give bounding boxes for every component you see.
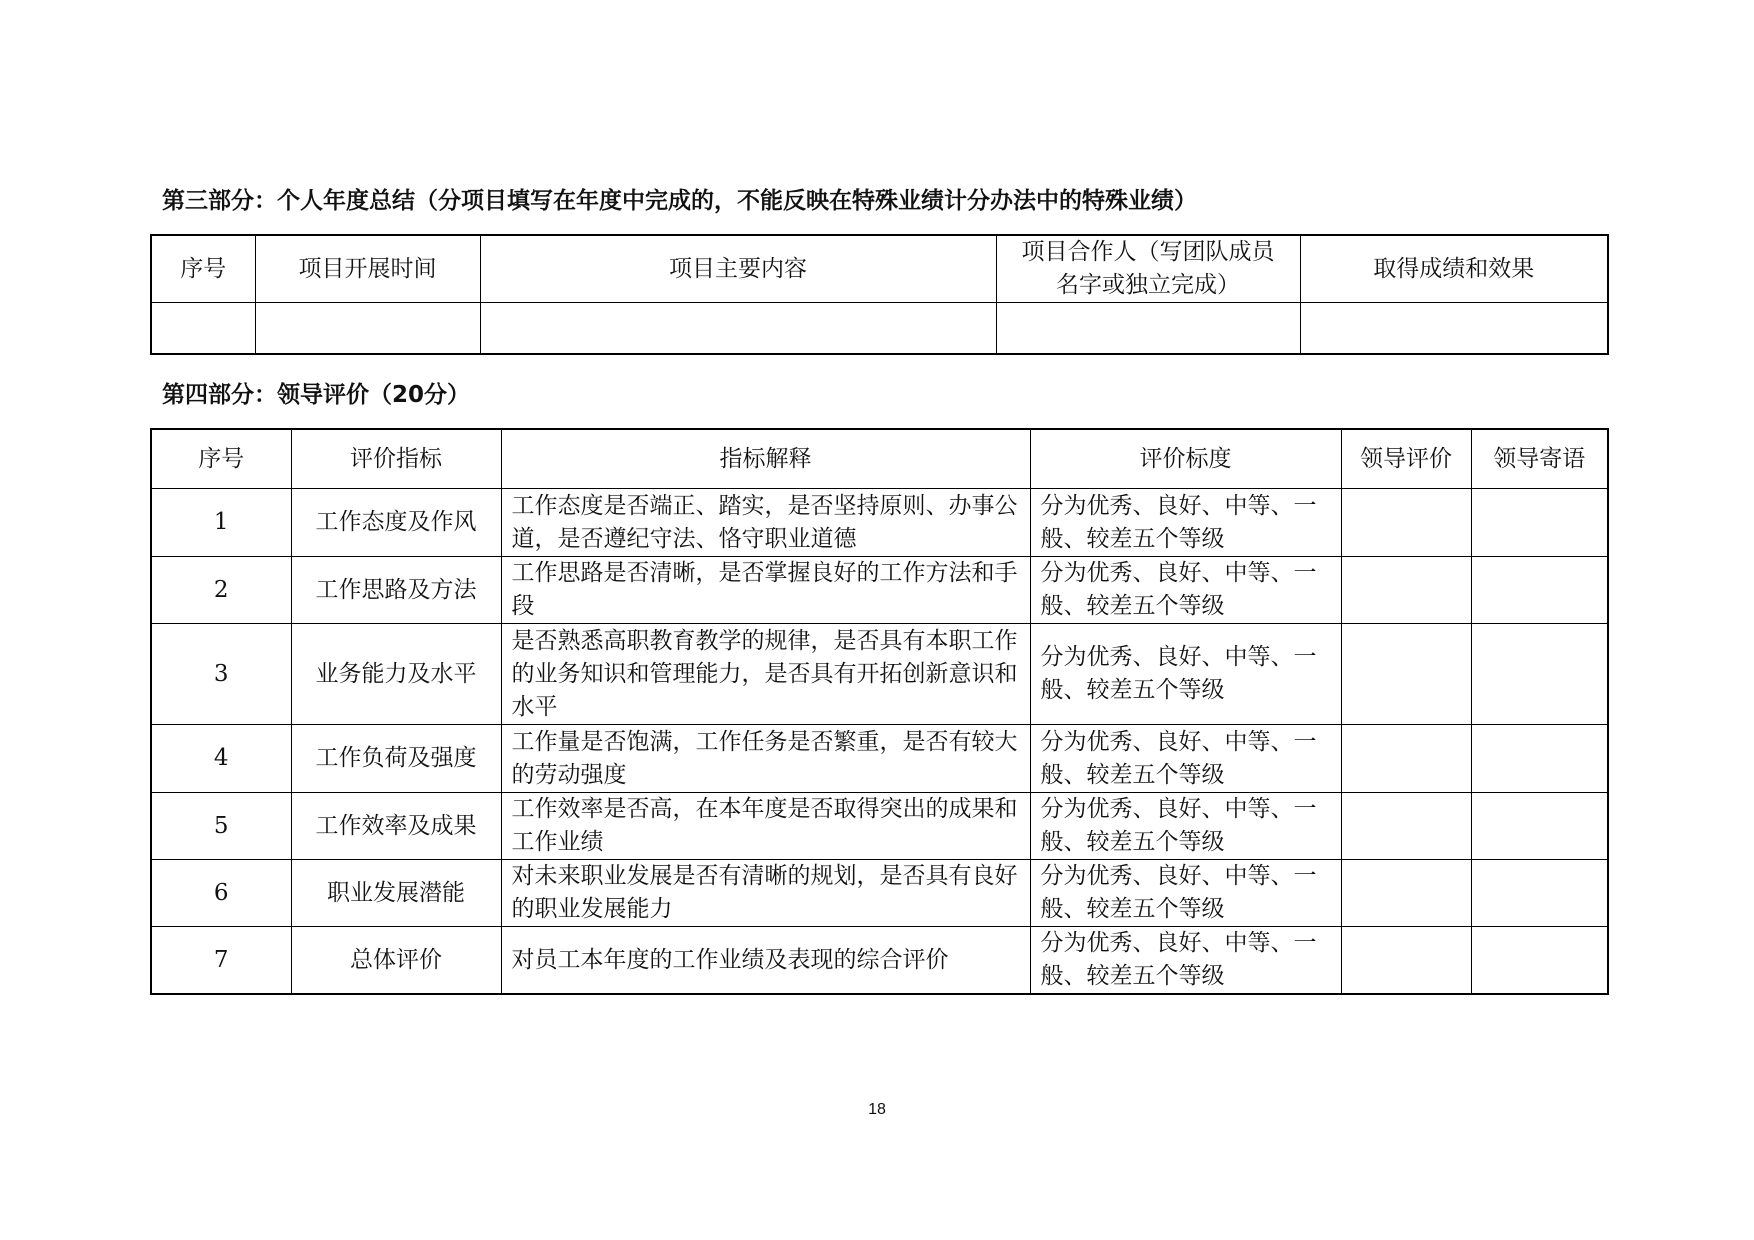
evaluation-row (151, 624, 1608, 725)
row-explanation: 工作思路是否清晰，是否掌握良好的工作方法和手段 (501, 557, 1030, 624)
row-number: 6 (151, 860, 291, 927)
leader-rating-cell[interactable] (1341, 624, 1471, 725)
leader-message-cell[interactable] (1471, 557, 1608, 624)
row-standard: 分为优秀、良好、中等、一般、较差五个等级 (1030, 624, 1341, 725)
row-indicator: 工作效率及成果 (291, 793, 501, 860)
annual-summary-table (150, 234, 1609, 355)
row-indicator: 业务能力及水平 (291, 624, 501, 725)
empty-cell[interactable] (1300, 303, 1608, 355)
evaluation-row (151, 860, 1608, 927)
leader-rating-cell[interactable] (1341, 557, 1471, 624)
leader-message-cell[interactable] (1471, 927, 1608, 995)
header-leader-message: 领导寄语 (1471, 429, 1608, 489)
leader-rating-cell[interactable] (1341, 489, 1471, 557)
header-project-content: 项目主要内容 (480, 235, 996, 303)
evaluation-row (151, 557, 1608, 624)
empty-cell[interactable] (151, 303, 255, 355)
row-explanation: 工作量是否饱满，工作任务是否繁重，是否有较大的劳动强度 (501, 725, 1030, 793)
row-number: 7 (151, 927, 291, 995)
row-standard: 分为优秀、良好、中等、一般、较差五个等级 (1030, 927, 1341, 995)
annual-summary-empty-row (151, 303, 1608, 355)
row-explanation: 工作效率是否高，在本年度是否取得突出的成果和工作业绩 (501, 793, 1030, 860)
row-number: 2 (151, 557, 291, 624)
evaluation-row (151, 489, 1608, 557)
leader-rating-cell[interactable] (1341, 793, 1471, 860)
row-number: 4 (151, 725, 291, 793)
annual-summary-header-row (151, 235, 1608, 303)
part3-title: 第三部分：个人年度总结（分项目填写在年度中完成的，不能反映在特殊业绩计分办法中的特殊业绩） (162, 188, 1197, 214)
header-project-time: 项目开展时间 (255, 235, 480, 303)
leader-rating-cell[interactable] (1341, 927, 1471, 995)
header-standard: 评价标度 (1030, 429, 1341, 489)
empty-cell[interactable] (255, 303, 480, 355)
header-results: 取得成绩和效果 (1300, 235, 1608, 303)
row-standard: 分为优秀、良好、中等、一般、较差五个等级 (1030, 860, 1341, 927)
leader-message-cell[interactable] (1471, 793, 1608, 860)
row-indicator: 总体评价 (291, 927, 501, 995)
header-leader-rating: 领导评价 (1341, 429, 1471, 489)
leader-rating-cell[interactable] (1341, 725, 1471, 793)
leader-message-cell[interactable] (1471, 624, 1608, 725)
row-explanation: 对员工本年度的工作业绩及表现的综合评价 (501, 927, 1030, 995)
evaluation-row (151, 725, 1608, 793)
leader-rating-cell[interactable] (1341, 860, 1471, 927)
leader-evaluation-table (150, 428, 1609, 995)
row-number: 3 (151, 624, 291, 725)
row-indicator: 工作思路及方法 (291, 557, 501, 624)
empty-cell[interactable] (480, 303, 996, 355)
leader-message-cell[interactable] (1471, 489, 1608, 557)
row-number: 1 (151, 489, 291, 557)
row-indicator: 工作负荷及强度 (291, 725, 501, 793)
leader-message-cell[interactable] (1471, 725, 1608, 793)
row-indicator: 工作态度及作风 (291, 489, 501, 557)
row-standard: 分为优秀、良好、中等、一般、较差五个等级 (1030, 489, 1341, 557)
evaluation-row (151, 793, 1608, 860)
row-number: 5 (151, 793, 291, 860)
evaluation-row (151, 927, 1608, 995)
row-standard: 分为优秀、良好、中等、一般、较差五个等级 (1030, 725, 1341, 793)
empty-cell[interactable] (996, 303, 1300, 355)
header-project-partners: 项目合作人（写团队成员名字或独立完成） (996, 235, 1300, 303)
row-explanation: 对未来职业发展是否有清晰的规划，是否具有良好的职业发展能力 (501, 860, 1030, 927)
row-indicator: 职业发展潜能 (291, 860, 501, 927)
page-number: 18 (868, 1101, 886, 1118)
header-indicator: 评价指标 (291, 429, 501, 489)
row-standard: 分为优秀、良好、中等、一般、较差五个等级 (1030, 793, 1341, 860)
row-standard: 分为优秀、良好、中等、一般、较差五个等级 (1030, 557, 1341, 624)
header-explanation: 指标解释 (501, 429, 1030, 489)
row-explanation: 是否熟悉高职教育教学的规律，是否具有本职工作的业务知识和管理能力，是否具有开拓创新意识和水平 (501, 624, 1030, 725)
row-explanation: 工作态度是否端正、踏实，是否坚持原则、办事公道，是否遵纪守法、恪守职业道德 (501, 489, 1030, 557)
part4-title: 第四部分：领导评价（20分） (162, 382, 471, 408)
leader-evaluation-header-row (151, 429, 1608, 489)
header-no: 序号 (151, 235, 255, 303)
header-no: 序号 (151, 429, 291, 489)
leader-message-cell[interactable] (1471, 860, 1608, 927)
